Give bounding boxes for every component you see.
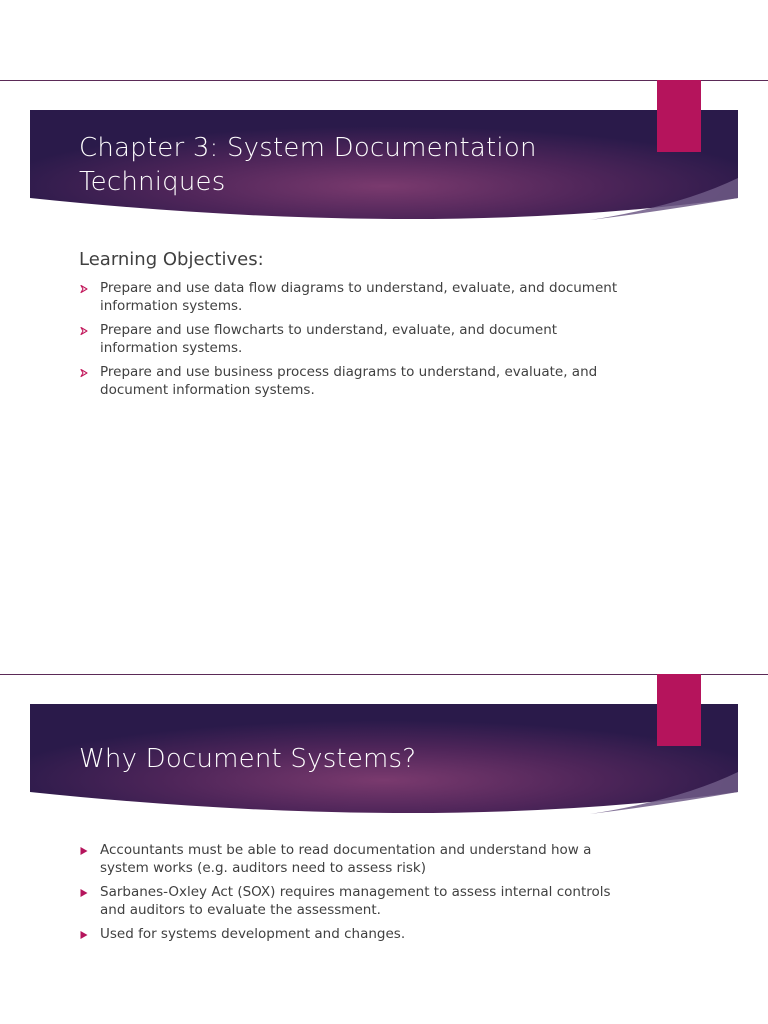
objective-text: Prepare and use business process diagrams to understand, evaluate, and document information systems. [100, 364, 598, 398]
reason-text: Used for systems development and changes. [100, 926, 406, 942]
slide-divider-middle [0, 674, 768, 675]
accent-tab [657, 674, 701, 746]
objective-text: Prepare and use data flow diagrams to understand, evaluate, and document information systems. [100, 280, 618, 314]
learning-objectives-list [79, 280, 639, 406]
list-item [79, 926, 639, 944]
why-document-list [79, 842, 639, 951]
solid-triangle-icon [79, 930, 89, 940]
objective-text: Prepare and use flowcharts to understand, evaluate, and document information systems. [100, 322, 558, 356]
list-item [79, 884, 639, 919]
slide-1-title [79, 131, 537, 199]
list-item [79, 842, 639, 877]
slide-1-title-line-1: Chapter 3: System Documentation [79, 133, 537, 163]
list-item [79, 322, 639, 357]
slide-2-title: Why Document Systems? [79, 744, 417, 774]
reason-text: Accountants must be able to read documentation and understand how a system works (e.g. auditors need to assess risk) [100, 842, 592, 876]
slide-divider-top [0, 80, 768, 81]
arrowhead-outline-icon [79, 368, 89, 378]
solid-triangle-icon [79, 888, 89, 898]
arrowhead-outline-icon [79, 326, 89, 336]
learning-objectives-heading: Learning Objectives: [79, 249, 264, 270]
arrowhead-outline-icon [79, 284, 89, 294]
list-item [79, 280, 639, 315]
solid-triangle-icon [79, 846, 89, 856]
reason-text: Sarbanes-Oxley Act (SOX) requires management to assess internal controls and auditors to evaluate the assessment. [100, 884, 611, 918]
list-item [79, 364, 639, 399]
slide-1-title-line-2: Techniques [79, 167, 226, 197]
accent-tab [657, 80, 701, 152]
